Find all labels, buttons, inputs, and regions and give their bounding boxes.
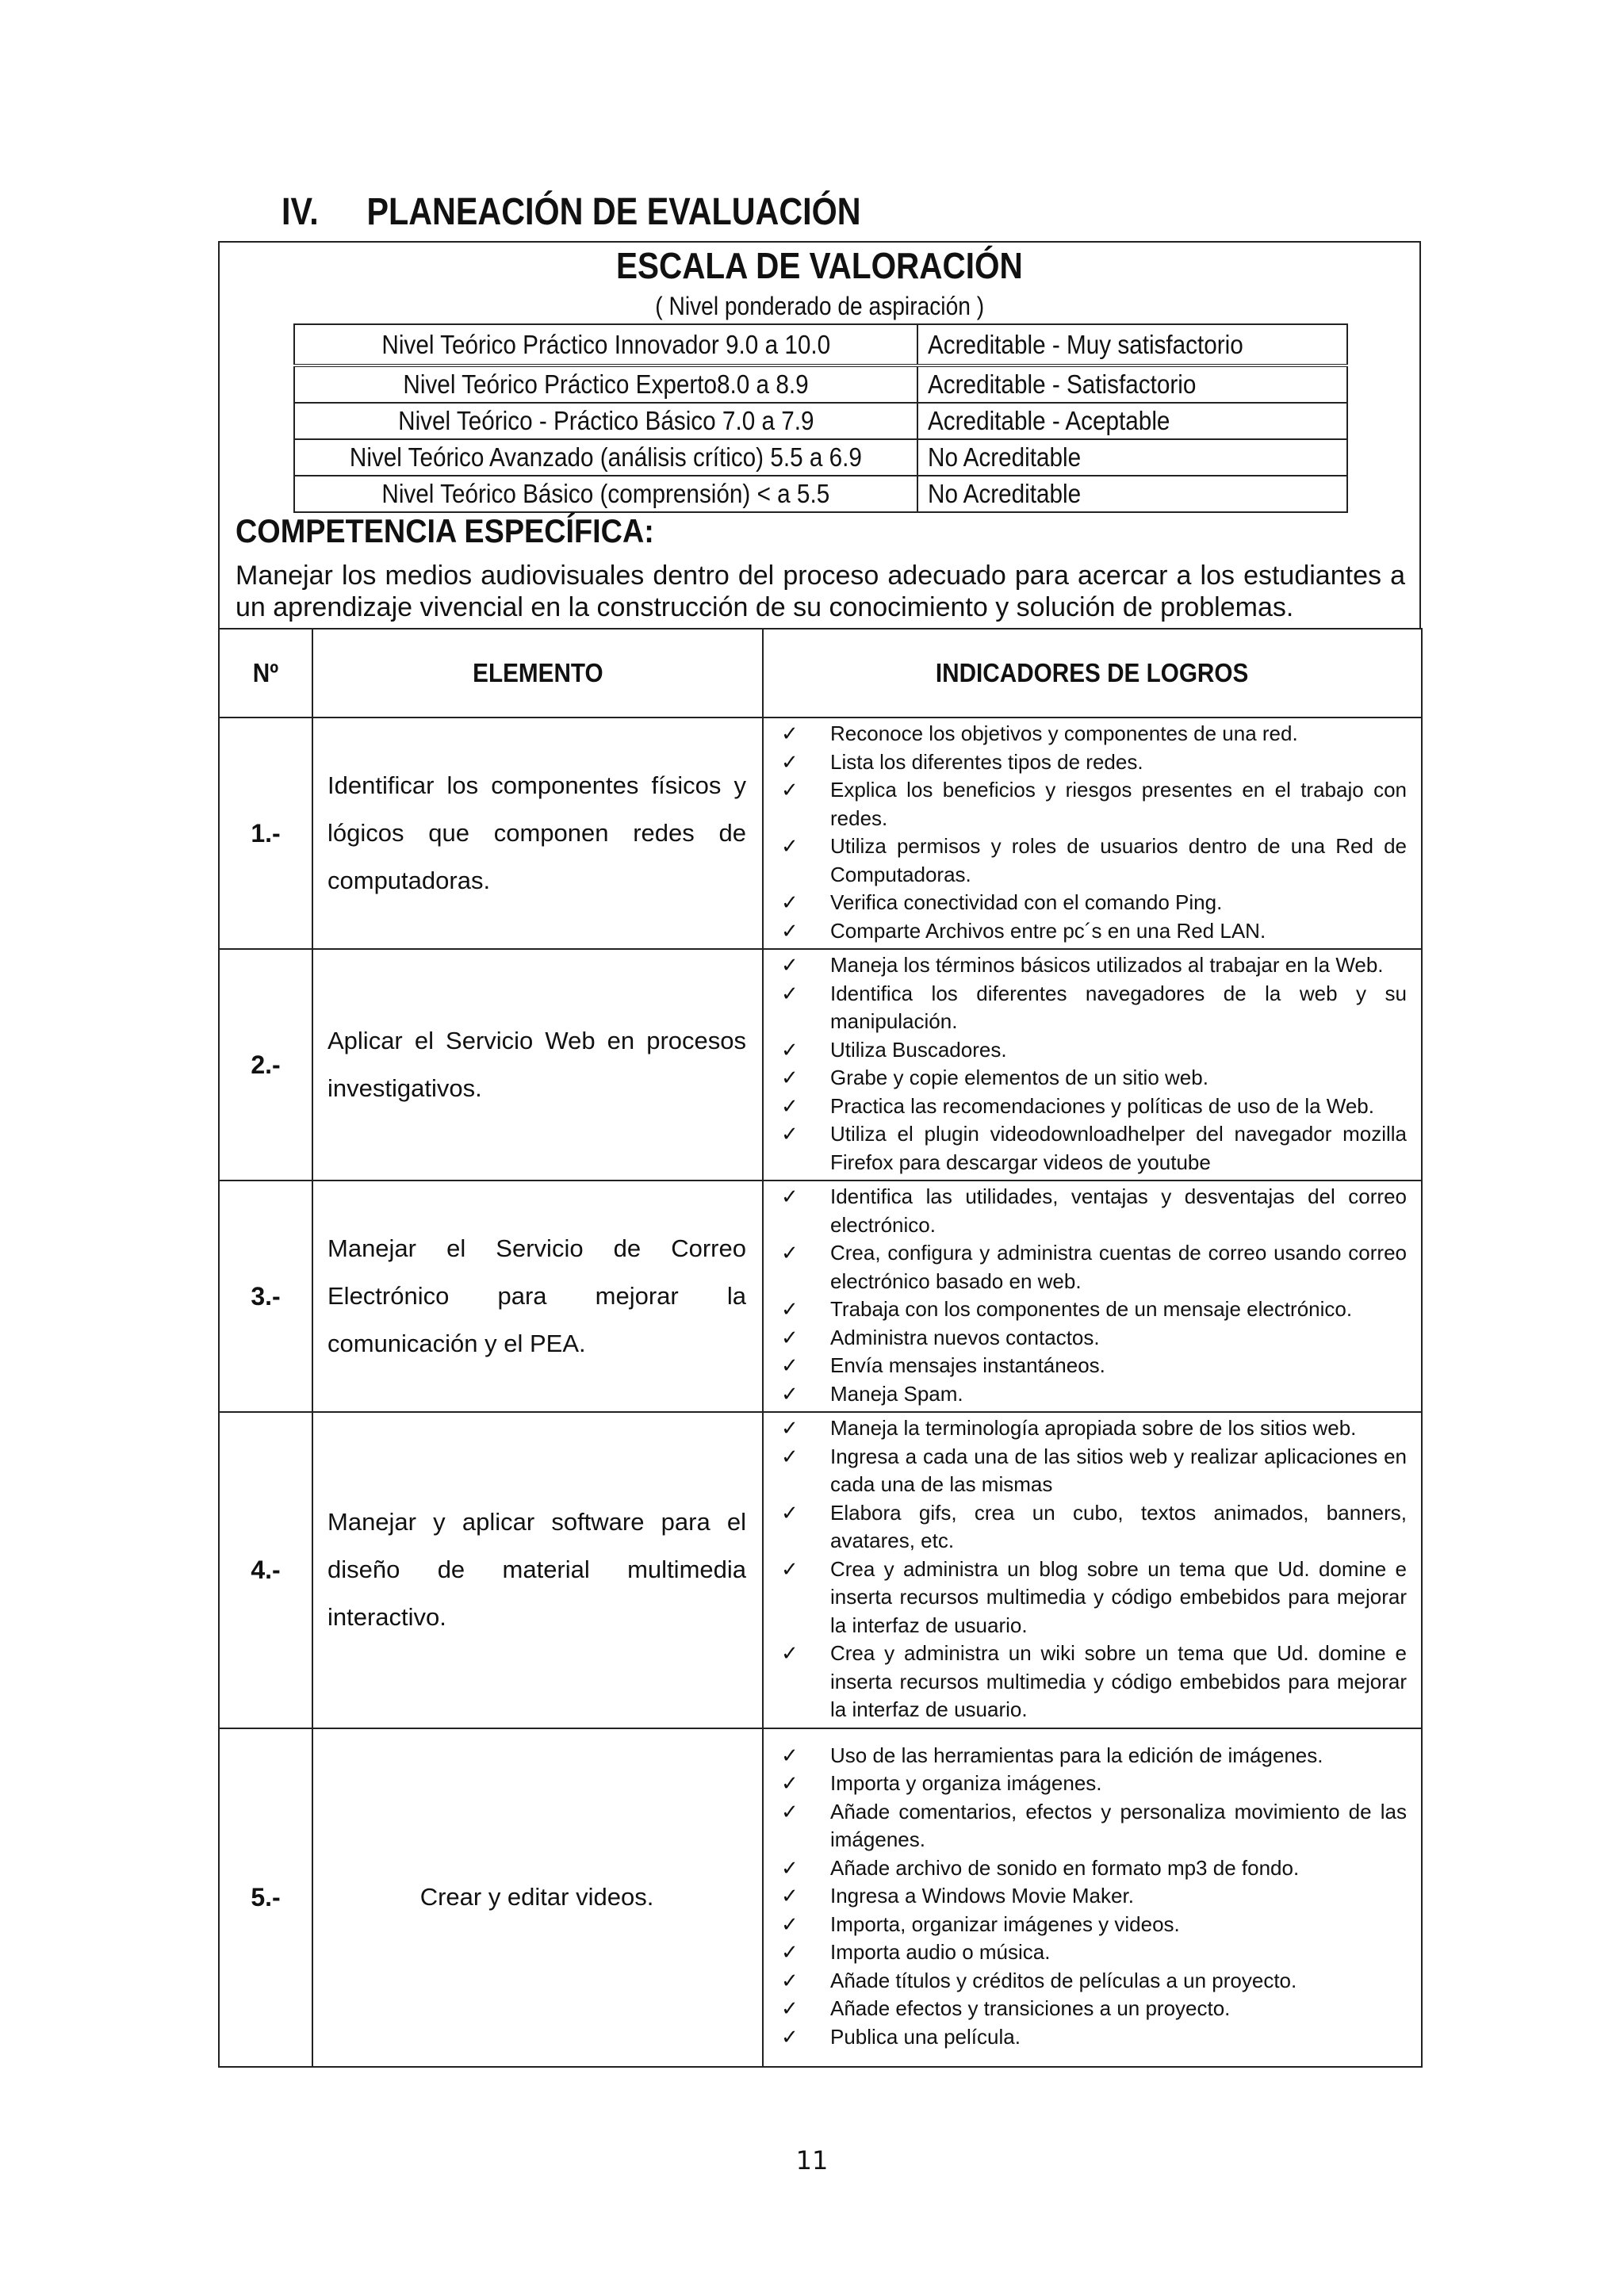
check-icon: ✓ <box>781 834 799 858</box>
table-header-row <box>219 629 1422 718</box>
check-icon: ✓ <box>781 1771 799 1796</box>
scale-level: Nivel Teórico Avanzado (análisis crítico) 5.5 a 6.9 <box>294 439 917 476</box>
indicator-item <box>776 1967 1407 1996</box>
scale-result: No Acreditable <box>917 476 1347 512</box>
scale-level: Nivel Teórico - Práctico Básico 7.0 a 7.9 <box>294 403 917 439</box>
indicator-item <box>776 1770 1407 1798</box>
row-element: Identificar los componentes físicos y lógicos que componen redes de computadoras. <box>312 718 763 949</box>
indicator-text: Añade comentarios, efectos y personaliza movimiento de las imágenes. <box>830 1799 1407 1852</box>
check-icon: ✓ <box>781 1556 799 1581</box>
indicator-text: Importa audio o música. <box>830 1940 1051 1965</box>
indicator-text: Crea, configura y administra cuentas de correo usando correo electrónico basado en web. <box>830 1241 1407 1293</box>
rating-scale-box <box>218 241 1421 628</box>
indicator-text: Uso de las herramientas para la edición de imágenes. <box>830 1743 1323 1767</box>
check-icon: ✓ <box>781 1184 799 1208</box>
indicator-item <box>776 1798 1407 1854</box>
indicator-item <box>776 720 1407 748</box>
check-icon: ✓ <box>781 1641 799 1665</box>
check-icon: ✓ <box>781 2024 799 2049</box>
indicator-item <box>776 1742 1407 1770</box>
row-indicators <box>763 949 1422 1181</box>
check-icon: ✓ <box>781 1968 799 1992</box>
row-number: 3.- <box>219 1181 312 1412</box>
check-icon: ✓ <box>781 1799 799 1823</box>
scale-result: Acreditable - Satisfactorio <box>917 365 1347 403</box>
row-number: 4.- <box>219 1412 312 1728</box>
indicator-text: Importa, organizar imágenes y videos. <box>830 1911 1180 1936</box>
indicator-item <box>776 748 1407 777</box>
row-element: Aplicar el Servicio Web en procesos investigativos. <box>312 949 763 1181</box>
check-icon: ✓ <box>781 890 799 914</box>
indicator-text: Ingresa a Windows Movie Maker. <box>830 1884 1134 1908</box>
scale-row <box>294 365 1347 403</box>
check-icon: ✓ <box>781 1911 799 1936</box>
table-row <box>219 1728 1422 2067</box>
section-title-text: PLANEACIÓN DE EVALUACIÓN <box>366 191 861 233</box>
indicator-text: Lista los diferentes tipos de redes. <box>830 749 1143 774</box>
indicator-item <box>776 1064 1407 1093</box>
check-icon: ✓ <box>781 721 799 745</box>
table-row <box>219 718 1422 949</box>
indicator-text: Administra nuevos contactos. <box>830 1325 1100 1349</box>
indicator-text: Publica una película. <box>830 2024 1021 2049</box>
indicator-text: Reconoce los objetivos y componentes de una red. <box>830 721 1298 745</box>
indicator-item <box>776 1882 1407 1911</box>
check-icon: ✓ <box>781 1297 799 1321</box>
check-icon: ✓ <box>781 749 799 774</box>
check-icon: ✓ <box>781 918 799 943</box>
check-icon: ✓ <box>781 1381 799 1406</box>
check-icon: ✓ <box>781 1996 799 2021</box>
scale-level: Nivel Teórico Práctico Innovador 9.0 a 10.0 <box>294 324 917 365</box>
check-icon: ✓ <box>781 1122 799 1146</box>
indicator-item <box>776 1352 1407 1380</box>
indicator-text: Grabe y copie elementos de un sitio web. <box>830 1066 1208 1089</box>
indicator-item <box>776 1640 1407 1724</box>
indicator-text: Identifica las utilidades, ventajas y desventajas del correo electrónico. <box>830 1184 1407 1237</box>
row-element: Manejar y aplicar software para el diseño de material multimedia interactivo. <box>312 1412 763 1728</box>
indicator-item <box>776 917 1407 946</box>
indicator-text: Envía mensajes instantáneos. <box>830 1353 1105 1377</box>
section-number: IV. <box>282 191 319 233</box>
section-title <box>282 190 861 234</box>
indicator-item <box>776 1911 1407 1939</box>
check-icon: ✓ <box>781 1743 799 1767</box>
header-num: Nº <box>219 629 312 718</box>
check-icon: ✓ <box>781 1940 799 1965</box>
indicator-text: Identifica los diferentes navegadores de la web y su manipulación. <box>830 981 1407 1033</box>
indicator-item <box>776 951 1407 980</box>
indicator-text: Maneja Spam. <box>830 1381 963 1406</box>
check-icon: ✓ <box>781 953 799 977</box>
row-number: 5.- <box>219 1728 312 2067</box>
indicator-text: Trabaja con los componentes de un mensaje electrónico. <box>830 1297 1353 1321</box>
scale-level: Nivel Teórico Básico (comprensión) < a 5.5 <box>294 476 917 512</box>
indicator-text: Elabora gifs, crea un cubo, textos animados, banners, avatares, etc. <box>830 1500 1407 1552</box>
indicator-item <box>776 1093 1407 1121</box>
row-element: Crear y editar videos. <box>312 1728 763 2067</box>
check-icon: ✓ <box>781 1855 799 1880</box>
row-indicators <box>763 1412 1422 1728</box>
indicator-item <box>776 1995 1407 2023</box>
check-icon: ✓ <box>781 1325 799 1349</box>
indicator-item <box>776 1239 1407 1295</box>
scale-row <box>294 324 1347 365</box>
indicator-text: Maneja la terminología apropiada sobre de los sitios web. <box>830 1416 1357 1440</box>
indicator-item <box>776 1120 1407 1177</box>
indicator-text: Crea y administra un wiki sobre un tema que Ud. domine e inserta recursos multimedia y código embebidos para mejorar la interfaz de usuario. <box>830 1641 1407 1721</box>
check-icon: ✓ <box>781 1884 799 1908</box>
indicator-item <box>776 1938 1407 1967</box>
check-icon: ✓ <box>781 1416 799 1440</box>
indicator-item <box>776 1183 1407 1239</box>
check-icon: ✓ <box>781 1093 799 1118</box>
scale-title: ESCALA DE VALORACIÓN <box>616 245 1023 286</box>
indicator-item <box>776 1380 1407 1409</box>
header-indicators: INDICADORES DE LOGROS <box>763 629 1422 718</box>
indicator-item <box>776 889 1407 917</box>
table-row <box>219 1412 1422 1728</box>
scale-row <box>294 403 1347 439</box>
indicator-item <box>776 1499 1407 1556</box>
check-icon: ✓ <box>781 1353 799 1377</box>
scale-row <box>294 439 1347 476</box>
indicator-item <box>776 1295 1407 1324</box>
check-icon: ✓ <box>781 1241 799 1265</box>
check-icon: ✓ <box>781 1444 799 1468</box>
scale-subtitle: ( Nivel ponderado de aspiración ) <box>655 292 984 320</box>
indicator-text: Maneja los términos básicos utilizados al trabajar en la Web. <box>830 953 1384 977</box>
header-element: ELEMENTO <box>312 629 763 718</box>
indicator-item <box>776 832 1407 889</box>
check-icon: ✓ <box>781 1037 799 1062</box>
scale-result: Acreditable - Aceptable <box>917 403 1347 439</box>
check-icon: ✓ <box>781 1500 799 1525</box>
indicator-item <box>776 1036 1407 1065</box>
indicator-text: Verifica conectividad con el comando Ping. <box>830 890 1223 914</box>
table-row <box>219 949 1422 1181</box>
indicator-item <box>776 2023 1407 2052</box>
indicator-text: Añade efectos y transiciones a un proyecto. <box>830 1996 1231 2021</box>
indicator-text: Importa y organiza imágenes. <box>830 1771 1102 1796</box>
rating-scale-table <box>293 323 1348 513</box>
check-icon: ✓ <box>781 981 799 1005</box>
indicator-text: Utiliza permisos y roles de usuarios dentro de una Red de Computadoras. <box>830 834 1407 886</box>
evaluation-table <box>218 628 1423 2068</box>
scale-result: Acreditable - Muy satisfactorio <box>917 324 1347 365</box>
indicator-text: Explica los beneficios y riesgos presentes en el trabajo con redes. <box>830 778 1407 830</box>
indicator-item <box>776 1324 1407 1353</box>
scale-level: Nivel Teórico Práctico Experto8.0 a 8.9 <box>294 365 917 403</box>
page-number: 11 <box>795 2145 829 2175</box>
row-number: 1.- <box>219 718 312 949</box>
indicator-text: Crea y administra un blog sobre un tema que Ud. domine e inserta recursos multimedia y código embebidos para mejorar la interfaz de usuario. <box>830 1556 1407 1637</box>
indicator-item <box>776 980 1407 1036</box>
indicator-text: Añade títulos y créditos de películas a un proyecto. <box>830 1968 1297 1992</box>
check-icon: ✓ <box>781 778 799 802</box>
indicator-text: Utiliza el plugin videodownloadhelper del navegador mozilla Firefox para descargar videos de youtube <box>830 1122 1407 1174</box>
table-row <box>219 1181 1422 1412</box>
row-element: Manejar el Servicio de Correo Electrónico para mejorar la comunicación y el PEA. <box>312 1181 763 1412</box>
indicator-item <box>776 1556 1407 1640</box>
indicator-text: Practica las recomendaciones y políticas de uso de la Web. <box>830 1093 1374 1118</box>
indicator-text: Ingresa a cada una de las sitios web y realizar aplicaciones en cada una de las mismas <box>830 1444 1407 1496</box>
scale-result: No Acreditable <box>917 439 1347 476</box>
indicator-item <box>776 1414 1407 1443</box>
indicator-item <box>776 1443 1407 1499</box>
indicator-text: Utiliza Buscadores. <box>830 1037 1007 1062</box>
row-number: 2.- <box>219 949 312 1181</box>
indicator-text: Añade archivo de sonido en formato mp3 de fondo. <box>830 1855 1300 1880</box>
competency-heading: COMPETENCIA ESPECÍFICA: <box>236 512 654 549</box>
row-indicators <box>763 718 1422 949</box>
check-icon: ✓ <box>781 1066 799 1089</box>
indicator-text: Comparte Archivos entre pc´s en una Red LAN. <box>830 918 1266 943</box>
row-indicators <box>763 1181 1422 1412</box>
row-indicators <box>763 1728 1422 2067</box>
scale-row <box>294 476 1347 512</box>
indicator-item <box>776 776 1407 832</box>
indicator-item <box>776 1854 1407 1883</box>
competency-text: Manejar los medios audiovisuales dentro del proceso adecuado para acercar a los estudiantes a un aprendizaje vivencial en la construcción de su conocimiento y solución de problemas. <box>236 561 1405 622</box>
